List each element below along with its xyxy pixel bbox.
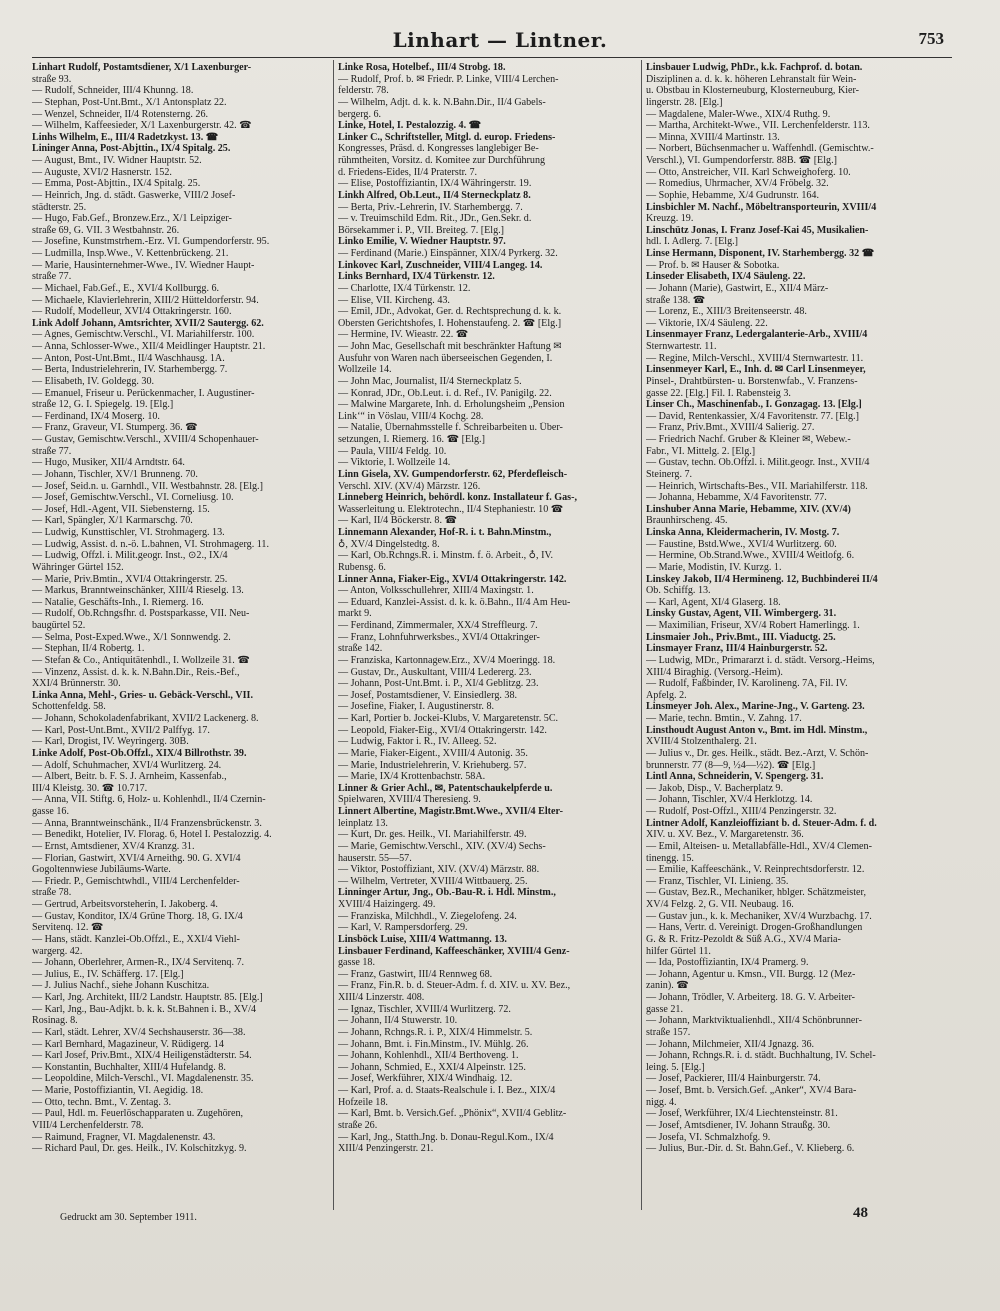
directory-entry: — Johann (Marie), Gastwirt, E., XII/4 März- — [646, 282, 829, 294]
directory-entry: — Josef, Seid.n. u. Garnhdl., VII. Westbahnstr. 28. [Elg.] — [32, 480, 263, 492]
directory-entry: leinplatz 13. — [338, 817, 388, 829]
directory-entry: — Karl, Portier b. Jockei-Klubs, V. Margaretenstr. 5C. — [338, 713, 559, 724]
directory-entry: — Julius v., Dr. ges. Heilk., städt. Bez.-Arzt, V. Schön- — [646, 747, 869, 759]
directory-entry: — Michaele, Klavierlehrerin, XIII/2 Hütteldorferstr. 94. — [32, 294, 259, 306]
directory-entry: — Johann, Schokoladenfabrikant, XVII/2 Lackenerg. 8. — [32, 713, 259, 724]
directory-entry: — Wilhelm, Adjt. d. k. k. N.Bahn.Dir., II/4 Gabels- — [338, 96, 546, 108]
directory-column-1 — [32, 62, 330, 1155]
directory-entry: — Karl, Spängler, X/1 Karmarschg. 70. — [32, 515, 193, 527]
directory-entry: — Franz, Graveur, VI. Stumperg. 36. ☎ — [32, 422, 198, 434]
directory-entry: — Josef, Postamtsdiener, V. Einsiedlerg. 38. — [338, 689, 518, 701]
directory-entry: — Jakob, Disp., V. Bacherplatz 9. — [646, 782, 783, 794]
directory-entry: — Hans, städt. Kanzlei-Ob.Offzl., E., XXI/4 Viehl- — [32, 933, 240, 945]
directory-entry: — Viktor, Postoffiziant, XIV. (XV/4) Märzstr. 88. — [338, 864, 540, 876]
directory-entry: Kongresses, Präsd. d. Kongresses langlebiger Be- — [338, 143, 539, 155]
directory-entry: — Michael, Fab.Gef., E., XVI/4 Kollburgg. 6. — [32, 282, 220, 294]
directory-entry: Lininger Anna, Post-Abjttin., IX/4 Spitalg. 25. — [32, 143, 231, 155]
directory-entry: — Otto, techn. Bmt., V. Zentag. 3. — [32, 1096, 171, 1108]
directory-entry: — Rudolf, Prof. b. ✉ Friedr. P. Linke, VIII/4 Lerchen- — [338, 73, 559, 85]
directory-entry: — Karl, Jng., Bau-Adjkt. b. k. k. St.Bahnen i. B., XV/4 — [32, 1003, 257, 1015]
directory-entry: — Julius, E., IV. Schäfferg. 17. [Elg.] — [32, 968, 184, 980]
directory-entry: — v. Treuimschild Edm. Rit., JDr., Gen.Sekr. d. — [338, 213, 532, 225]
directory-entry: Pinsel-, Drahtbürsten- u. Borstenwfab., V. Franzens- — [646, 375, 858, 387]
directory-entry: Ob. Schiffg. 13. — [646, 585, 711, 597]
directory-entry: Servitenq. 12. ☎ — [32, 922, 104, 934]
directory-entry: — Marie, Priv.Bmtin., XVI/4 Ottakringerstr. 25. — [32, 573, 228, 585]
directory-entry: — Auguste, XVI/2 Hasnerstr. 152. — [32, 166, 172, 178]
directory-entry: — Ludwig, Faktor i. R., IV. Alleeg. 52. — [338, 736, 497, 748]
directory-entry: hilfer Gürtel 11. — [646, 945, 711, 957]
directory-entry: — Elisabeth, IV. Goldegg. 30. — [32, 375, 155, 387]
directory-entry: — Marie, Hausinternehmer-Wwe., IV. Wiedner Haupt- — [32, 259, 255, 271]
directory-entry: Linnert Albertine, Magistr.Bmt.Wwe., XVII/4 Elter- — [338, 806, 563, 817]
directory-entry: Lintl Anna, Schneiderin, V. Spengerg. 31. — [646, 771, 824, 783]
directory-entry: Linsbauer Ferdinand, Kaffeeschänker, XVIII/4 Genz- — [338, 945, 570, 957]
directory-entry: — Ludmilla, Insp.Wwe., V. Kettenbrückeng. 21. — [32, 248, 229, 259]
directory-entry: gasse 16. — [32, 806, 70, 817]
directory-entry: — Norbert, Büchsenmacher u. Waffenhdl. (Gemischtw.- — [646, 143, 874, 155]
directory-entry: — Josef, Bmt. b. Versich.Gef. „Anker“, XV/4 Bara- — [646, 1085, 857, 1096]
directory-entry: — Hugo, Musiker, XII/4 Arndtstr. 64. — [32, 457, 185, 469]
directory-entry: — Karl, V. Rampersdorferg. 29. — [338, 922, 468, 934]
directory-entry: III/4 Kleistg. 30. ☎ 10.717. — [32, 782, 148, 794]
directory-entry: — Johann, Bmt. i. Fin.Minstm., IV. Mühlg. 26. — [338, 1038, 529, 1050]
directory-entry: XXI/4 Brünnerstr. 30. — [32, 678, 121, 690]
directory-entry: — Selma, Post-Exped.Wwe., X/1 Sonnwendg. 2. — [32, 631, 231, 643]
directory-entry: — Josef, Gemischtw.Verschl., VI. Corneliusg. 10. — [32, 492, 234, 504]
directory-entry: zanin). ☎ — [646, 980, 689, 992]
directory-entry: Linke Adolf, Post-Ob.Offzl., XIX/4 Billrothstr. 39. — [32, 747, 247, 759]
directory-entry: — August, Bmt., IV. Widner Hauptstr. 52. — [32, 155, 202, 166]
directory-entry: gasse 21. — [646, 1003, 684, 1015]
directory-entry: — Ludwig, Kunsttischler, VI. Strohmagerg. 13. — [32, 527, 225, 538]
directory-entry: Linsmayer Franz, III/4 Hainburgerstr. 52. — [646, 643, 828, 655]
directory-entry: — Ludwig, Offzl. i. Milit.geogr. Inst., ⊙2., IX/4 — [32, 550, 228, 562]
directory-entry: — Karl, Prof. a. d. Staats-Realschule i. I. Bez., XIX/4 — [338, 1085, 556, 1096]
directory-entry: — Gustav, Dr., Auskultant, VIII/4 Ledererg. 23. — [338, 666, 532, 678]
directory-entry: — Paul, Hdl. m. Feuerlöschapparaten u. Zugehören, — [32, 1108, 244, 1120]
directory-entry: — Agnes, Gemischtw.Verschl., VI. Mariahilferstr. 100. — [32, 329, 255, 341]
directory-entry: Linskey Jakob, II/4 Hermineng. 12, Buchbinderei II/4 — [646, 573, 878, 585]
directory-entry: — Karl, Jng., Statth.Jng. b. Donau-Regul.Kom., IX/4 — [338, 1131, 554, 1143]
directory-entry: — Josef, Amtsdiener, IV. Johann Straußg. 30. — [646, 1119, 831, 1131]
directory-entry: — Malwine Margarete, Inh. d. Erholungsheim „Pension — [338, 399, 565, 411]
directory-entry: städterstr. 25. — [32, 201, 87, 213]
directory-entry: Wasserleitung u. Elektrotechn., II/4 Stephaniestr. 10 ☎ — [338, 503, 564, 515]
directory-entry: Spielwaren, XVIII/4 Theresieng. 9. — [338, 794, 481, 806]
directory-entry: Obersten Gerichtshofes, I. Hohenstaufeng. 2. ☎ [Elg.] — [338, 317, 562, 329]
directory-entry: bergerg. 6. — [338, 108, 382, 120]
directory-entry: — Berta, Industrielehrerin, IV. Starhembergg. 7. — [32, 364, 228, 376]
directory-entry: — Friedr. P., Gemischtwhdl., VIII/4 Lerchenfelder- — [32, 875, 240, 887]
directory-entry: Apfelg. 2. — [646, 689, 687, 701]
directory-entry: gasse 18. — [338, 957, 376, 969]
page-number: 753 — [918, 29, 944, 48]
directory-entry: — John Mac, Gesellschaft mit beschränkter Haftung ✉ — [338, 341, 562, 352]
directory-entry: — Stefan & Co., Antiquitätenhdl., I. Wollzeile 31. ☎ — [32, 654, 250, 666]
directory-entry: — Viktorie, IX/4 Säuleng. 22. — [646, 317, 768, 329]
directory-entry: markt 9. — [338, 608, 372, 620]
directory-entry: — Karl, Post-Unt.Bmt., XVII/2 Palffyg. 17. — [32, 724, 210, 736]
directory-entry: — Anton, Post-Unt.Bmt., II/4 Waschhausg. 1A. — [32, 352, 225, 364]
directory-entry: Linsbichler M. Nachf., Möbeltransporteurin, XVIII/4 — [646, 201, 877, 213]
directory-entry: Linsmaier Joh., Priv.Bmt., III. Viaductg. 25. — [646, 631, 836, 643]
directory-entry: — Heinrich, Wirtschafts-Bes., VII. Mariahilferstr. 118. — [646, 480, 868, 492]
directory-entry: — Rudolf, Modelleur, XVI/4 Ottakringerstr. 160. — [32, 306, 232, 318]
directory-entry: Linnemann Alexander, Hof-R. i. t. Bahn.Minstm., — [338, 527, 552, 538]
directory-entry: G. & R. Fritz-Pezoldt & Süß A.G., XV/4 Maria- — [646, 933, 841, 945]
directory-entry: Ausfuhr von Waren nach überseeischen Gegenden, I. — [338, 352, 553, 364]
directory-entry: XIV. u. XV. Bez., V. Margaretenstr. 36. — [646, 829, 804, 841]
directory-entry: Disziplinen a. d. k. k. höheren Lehranstalt für Wein- — [646, 73, 857, 85]
directory-entry: — Ida, Postoffiziantin, IX/4 Pramerg. 9. — [646, 957, 809, 969]
directory-entry: — Emilie, Kaffeeschänk., V. Reinprechtsdorferstr. 12. — [646, 864, 865, 876]
directory-entry: — Anna, Branntweinschänk., II/4 Franzensbrückenstr. 3. — [32, 817, 262, 829]
directory-entry: — Marie, Gemischtw.Verschl., XIV. (XV/4) Sechs- — [338, 840, 546, 852]
directory-entry: d. Friedens-Eides, II/4 Praterstr. 7. — [338, 166, 478, 178]
directory-entry: — Albert, Beitr. b. F. S. J. Arnheim, Kassenfab., — [32, 771, 227, 783]
directory-entry: — Wenzel, Schneider, II/4 Rotensterng. 26. — [32, 108, 209, 120]
directory-entry: gasse 22. [Elg.] Fil. I. Rabensteig 3. — [646, 387, 791, 399]
directory-entry: u. Obstbau in Klosterneuburg, Klosterneuburg, Kier- — [646, 85, 860, 97]
directory-entry: — Charlotte, IX/4 Türkenstr. 12. — [338, 282, 471, 294]
directory-entry: — Anton, Volksschullehrer, XIII/4 Maxingstr. 1. — [338, 585, 534, 597]
directory-entry: — Elise, VII. Kircheng. 43. — [338, 294, 450, 306]
directory-entry: Lintner Adolf, Kanzleioffiziant b. d. Steuer-Adm. f. d. — [646, 817, 877, 829]
directory-entry: — Berta, Priv.-Lehrerin, IV. Starhembergg. 7. — [338, 201, 523, 213]
directory-entry: Linke Rosa, Hotelbef., III/4 Strobg. 18. — [338, 62, 506, 73]
directory-entry: Linsenmeyer Karl, E., Inh. d. ✉ Carl Linsenmeyer, — [646, 364, 866, 376]
directory-entry: lingerstr. 28. [Elg.] — [646, 96, 723, 108]
directory-entry: — Marie, Fiaker-Eigent., XVIII/4 Autonig. 35. — [338, 747, 528, 759]
directory-entry: — Johann, Trödler, V. Arbeiterg. 18. G. V. Arbeiter- — [646, 992, 856, 1003]
directory-entry: tinengg. 15. — [646, 852, 694, 864]
directory-entry: — Emil, JDr., Advokat, Ger. d. Rechtsprechung d. k. k. — [338, 306, 562, 318]
directory-entry: Linneberg Heinrich, behördl. konz. Installateur f. Gas-, — [338, 492, 577, 504]
directory-entry: XVIII/4 Haizingerg. 49. — [338, 899, 436, 910]
directory-entry: hauserstr. 55—57. — [338, 852, 412, 864]
directory-entry: — Kurt, Dr. ges. Heilk., VI. Mariahilferstr. 49. — [338, 829, 527, 841]
directory-entry: — Johann, Rchngs.R. i. d. städt. Buchhaltung, IV. Schel- — [646, 1050, 876, 1062]
directory-entry: — Franz, Gastwirt, III/4 Rennweg 68. — [338, 968, 493, 980]
directory-entry: — Hermine, IV. Wieastr. 22. ☎ — [338, 329, 469, 341]
directory-entry: — Natalie, Geschäfts-Inh., I. Riemerg. 16. — [32, 596, 204, 608]
directory-entry: — Konrad, JDr., Ob.Leut. i. d. Ref., IV. Panigilg. 22. — [338, 387, 552, 399]
directory-entry: — Ernst, Amtsdiener, XV/4 Kranzg. 31. — [32, 840, 195, 852]
directory-entry: — Gustav, Bez.R., Mechaniker, hblger. Schätzmeister, — [646, 887, 866, 899]
directory-entry: Börsekammer i. P., VII. Breiteg. 7. [Elg.] — [338, 224, 505, 236]
directory-entry: straße 78. — [32, 887, 72, 899]
directory-entry: — Markus, Branntweinschänker, XIII/4 Rieselg. 13. — [32, 585, 244, 597]
directory-entry: — Emanuel, Friseur u. Perückenmacher, I. Augustiner- — [32, 387, 255, 399]
directory-entry: — Karl, Drogist, IV. Weyringerg. 30B. — [32, 736, 189, 748]
directory-entry: Linsbauer Ludwig, PhDr., k.k. Fachprof. d. botan. — [646, 62, 863, 73]
directory-entry: — Lorenz, E., XIII/3 Breitenseerstr. 48. — [646, 306, 807, 318]
directory-entry: — Stephan, II/4 Robertg. 1. — [32, 643, 145, 655]
directory-entry: — Julius, Bur.-Dir. d. St. Bahn.Gef., V. Klieberg. 6. — [646, 1143, 855, 1155]
directory-entry: — J. Julius Nachf., siehe Johann Kuschitza. — [32, 980, 210, 992]
directory-entry: leing. 5. [Elg.] — [646, 1061, 705, 1073]
directory-entry: — Ignaz, Tischler, XVIII/4 Wurlitzerg. 72. — [338, 1003, 511, 1015]
directory-entry: ♁, XV/4 Dingelstedtg. 8. — [338, 538, 440, 550]
directory-entry: Linkh Alfred, Ob.Leut., II/4 Sterneckplatz 8. — [338, 189, 531, 201]
directory-entry: — Konstantin, Buchhalter, XIII/4 Hufelandg. 8. — [32, 1061, 226, 1073]
directory-entry: — Rudolf, Schneider, III/4 Khunng. 18. — [32, 85, 194, 97]
directory-entry: Linhs Wilhelm, E., III/4 Radetzkyst. 13. ☎ — [32, 131, 219, 143]
directory-entry: Linsenmayer Franz, Ledergalanterie-Arb., XVIII/4 — [646, 329, 868, 341]
directory-entry: XV/4 Felzg. 2, G. VII. Neubaug. 16. — [646, 899, 794, 910]
directory-entry: — Karl, II/4 Böckerstr. 8. ☎ — [338, 515, 458, 527]
directory-entry: — Emil, Alteisen- u. Metallabfälle-Hdl., XV/4 Clemen- — [646, 840, 872, 852]
directory-entry: hdl. I. Adlerg. 7. [Elg.] — [646, 236, 739, 248]
directory-entry: — Ludwig, MDr., Primararzt i. d. städt. Versorg.-Heims, — [646, 654, 875, 666]
directory-entry: straße 26. — [338, 1119, 378, 1131]
directory-column-2 — [338, 62, 636, 1155]
directory-entry: — Josef, Werkführer, IX/4 Liechtensteinstr. 81. — [646, 1108, 838, 1120]
directory-entry: Linko Emilie, V. Wiedner Hauptstr. 97. — [338, 236, 506, 248]
directory-entry: — Marie, Industrielehrerin, V. Kriehuberg. 57. — [338, 759, 527, 771]
directory-entry: — Vinzenz, Assist. d. k. k. N.Bahn.Dir., Reis.-Bef., — [32, 666, 240, 678]
directory-entry: — Johann, Tischler, XV/1 Brunneng. 70. — [32, 468, 198, 480]
directory-entry: — Faustine, Bstd.Wwe., XVI/4 Wurlitzerg. 60. — [646, 538, 837, 550]
directory-entry: Linschütz Jonas, I. Franz Josef-Kai 45, Musikalien- — [646, 224, 869, 236]
directory-entry: Sternwartestr. 11. — [646, 341, 717, 352]
directory-entry: — Johann, Milchmeier, XII/4 Jgnazg. 36. — [646, 1038, 815, 1050]
directory-entry: — Johann, Schmied, E., XXI/4 Alpeinstr. 125. — [338, 1061, 526, 1073]
directory-entry: — Karl, städt. Lehrer, XV/4 Sechshauserstr. 36—38. — [32, 1026, 246, 1038]
directory-entry: Verschl. XIV. (XV/4) Märzstr. 126. — [338, 480, 481, 492]
directory-entry: — Josefine, Kunstmstrhem.-Erz. VI. Gumpendorferstr. 95. — [32, 236, 270, 248]
directory-entry: Gogoltennwiese Jubiläums-Warte. — [32, 864, 171, 876]
directory-entry: — Johanna, Hebamme, X/4 Favoritenstr. 77. — [646, 492, 827, 504]
directory-entry: — Regine, Milch-Verschl., XVIII/4 Sternwartestr. 11. — [646, 352, 864, 364]
directory-entry: — Anna, VII. Stiftg. 6, Holz- u. Kohlenhdl., II/4 Czernin- — [32, 794, 266, 806]
page-header — [0, 26, 1000, 56]
directory-entry: — David, Rentenkassier, X/4 Favoritenstr. 77. [Elg.] — [646, 410, 859, 422]
directory-entry: Linke, Hotel, I. Pestalozzig. 4. ☎ — [338, 120, 482, 132]
directory-entry: — Adolf, Schuhmacher, XVI/4 Wurlitzerg. 24. — [32, 759, 222, 771]
directory-entry: — Josefine, Fiaker, I. Augustinerstr. 8. — [338, 701, 495, 713]
directory-entry: Linhart Rudolf, Postamtsdiener, X/1 Laxenburger- — [32, 62, 252, 73]
directory-entry: Links Bernhard, IX/4 Türkenstr. 12. — [338, 271, 495, 283]
directory-entry: — Romedius, Uhrmacher, XV/4 Fröbelg. 32. — [646, 178, 829, 190]
directory-entry: — Florian, Gastwirt, XVI/4 Arneithg. 90. G. XVI/4 — [32, 852, 241, 864]
directory-entry: baugürtel 52. — [32, 620, 86, 631]
directory-entry: Linseder Elisabeth, IX/4 Säuleng. 22. — [646, 271, 806, 283]
column-divider — [333, 60, 334, 1210]
directory-entry: Kreuzg. 19. — [646, 213, 694, 225]
directory-entry: Linsmeyer Joh. Alex., Marine-Jng., V. Garteng. 23. — [646, 701, 865, 713]
directory-entry: — Rudolf, Faßbinder, IV. Karolineng. 7A, Fil. IV. — [646, 678, 848, 690]
directory-entry: Rubensg. 6. — [338, 561, 386, 573]
directory-entry: Linkovec Karl, Zuschneider, VIII/4 Langeg. 14. — [338, 259, 543, 271]
directory-entry: — Franz, Fin.R. b. d. Steuer-Adm. f. d. XIV. u. XV. Bez., — [338, 980, 571, 992]
directory-entry: nigg. 4. — [646, 1096, 677, 1108]
directory-entry: — Ferdinand, IX/4 Moserg. 10. — [32, 410, 160, 422]
directory-entry: — Wilhelm, Vertreter, XVIII/4 Wittbauerg. 25. — [338, 875, 528, 887]
directory-entry: — Raimund, Fragner, VI. Magdalenenstr. 43. — [32, 1131, 216, 1143]
directory-entry: — Eduard, Kanzlei-Assist. d. k. k. ö.Bahn., II/4 Am Heu- — [338, 596, 571, 608]
directory-entry: Wollzeile 14. — [338, 364, 392, 376]
directory-entry: XIII/4 Linzerstr. 408. — [338, 992, 425, 1003]
directory-entry: Verschl.), VI. Gumpendorferstr. 88B. ☎ [Elg.] — [646, 155, 837, 166]
directory-entry: XVIII/4 Stolzenthalerg. 21. — [646, 736, 757, 748]
directory-entry: XIII/4 Biraghig. (Versorg.-Heim). — [646, 666, 783, 678]
directory-entry: — Marie, techn. Bmtin., V. Zahng. 17. — [646, 713, 802, 724]
directory-entry: — Elise, Postoffiziantin, IX/4 Währingerstr. 19. — [338, 178, 532, 190]
directory-entry: straße 142. — [338, 643, 383, 655]
directory-entry: — Johann, Marktviktualienhdl., XII/4 Schönbrunner- — [646, 1015, 862, 1027]
directory-entry: — Benedikt, Hotelier, IV. Florag. 6, Hotel I. Pestalozzig. 4. — [32, 829, 272, 841]
directory-entry: — Prof. b. ✉ Hauser & Sobotka. — [646, 259, 780, 271]
directory-entry: Linsböck Luise, XIII/4 Wattmanng. 13. — [338, 933, 507, 945]
directory-entry: — Josef, Hdl.-Agent, VII. Siebensterng. 15. — [32, 503, 210, 515]
directory-entry: — Gustav, Gemischtw.Verschl., XVIII/4 Schopenhauer- — [32, 434, 259, 445]
page-title: Linhart — Lintner. — [392, 28, 608, 52]
directory-entry: — John Mac, Journalist, II/4 Sterneckplatz 5. — [338, 375, 522, 387]
directory-entry: — Emma, Post-Abjttin., IX/4 Spitalg. 25. — [32, 178, 201, 190]
directory-entry: straße 77. — [32, 445, 72, 457]
directory-entry: — Johann, Post-Unt.Bmt. i. P., XI/4 Geblitzg. 23. — [338, 678, 539, 690]
directory-entry: — Rudolf, Post-Offzl., XIII/4 Penzingerstr. 32. — [646, 806, 837, 817]
directory-entry: — Johann, Oberlehrer, Armen-R., IX/4 Servitenq. 7. — [32, 957, 245, 969]
directory-entry: — Martha, Architekt-Wwe., VII. Lerchenfelderstr. 113. — [646, 120, 870, 132]
directory-entry: felderstr. 78. — [338, 85, 389, 97]
directory-entry: Linse Hermann, Disponent, IV. Starhembergg. 32 ☎ — [646, 248, 875, 259]
directory-entry: — Karl Bernhard, Magazineur, V. Rüdigerg. 14 — [32, 1038, 224, 1050]
directory-entry: — Karl Josef, Priv.Bmt., XIX/4 Heiligenstädterstr. 54. — [32, 1050, 252, 1062]
directory-entry: — Otto, Anstreicher, VII. Karl Schweighoferg. 10. — [646, 166, 851, 178]
directory-entry: — Hans, Vertr. d. Vereinigt. Drogen-Großhandlungen — [646, 922, 863, 934]
directory-column-3 — [646, 62, 950, 1155]
directory-entry: rühmtheiten, Vorsitz. d. Komitee zur Durchführung — [338, 155, 546, 166]
directory-entry: — Minna, XVIII/4 Martinstr. 13. — [646, 131, 780, 143]
directory-entry: — Franziska, Milchhdl., V. Ziegelofeng. 24. — [338, 910, 517, 922]
directory-entry: — Heinrich, Jng. d. städt. Gaswerke, VIII/2 Josef- — [32, 189, 236, 201]
directory-entry: Linner Anna, Fiaker-Eig., XVI/4 Ottakringerstr. 142. — [338, 573, 567, 585]
directory-entry: Linner & Grier Achl., ✉, Patentschaukelpferde u. — [338, 782, 553, 794]
directory-entry: — Josef, Packierer, III/4 Hainburgerstr. 74. — [646, 1073, 821, 1085]
directory-entry: straße 93. — [32, 73, 72, 85]
directory-entry: — Franz, Priv.Bmt., XVIII/4 Salierig. 27. — [646, 422, 815, 434]
directory-entry: XIII/4 Penzingerstr. 21. — [338, 1143, 434, 1155]
directory-entry: Fabr., VI. Mittelg. 2. [Elg.] — [646, 445, 756, 457]
directory-entry: Linn Gisela, XV. Gumpendorferstr. 62, Pferdefleisch- — [338, 468, 568, 480]
directory-entry: Braunhirscheng. 45. — [646, 515, 728, 527]
directory-entry: — Sophie, Hebamme, X/4 Gudrunstr. 164. — [646, 189, 819, 201]
directory-entry: — Gertrud, Arbeitsvorsteherin, I. Jakoberg. 4. — [32, 899, 218, 910]
directory-entry: — Josef, Werkführer, XIX/4 Windhaig. 12. — [338, 1073, 513, 1085]
directory-entry: — Leopold, Fiaker-Eig., XVI/4 Ottakringerstr. 142. — [338, 724, 547, 736]
directory-entry: Linker C., Schriftsteller, Mitgl. d. europ. Friedens- — [338, 131, 556, 143]
directory-entry: straße 77. — [32, 271, 72, 283]
directory-entry: straße 69, G. VII. 3 Westbahnstr. 26. — [32, 224, 180, 236]
directory-entry: — Stephan, Post-Unt.Bmt., X/1 Antonsplatz 22. — [32, 96, 227, 108]
directory-entry: Währinger Gürtel 152. — [32, 561, 124, 573]
directory-entry: — Gustav, techn. Ob.Offzl. i. Milit.geogr. Inst., XVII/4 — [646, 457, 870, 469]
directory-entry: — Paula, VIII/4 Feldg. 10. — [338, 445, 447, 457]
directory-entry: Schottenfeldg. 58. — [32, 701, 106, 713]
directory-entry: — Hermine, Ob.Strand.Wwe., XVIII/4 Weitlofg. 6. — [646, 550, 855, 562]
directory-entry: Linsthoudt August Anton v., Bmt. im Hdl. Minstm., — [646, 724, 868, 736]
directory-entry: Linninger Artur, Jng., Ob.-Bau-R. i. Hdl. Minstm., — [338, 887, 556, 899]
header-rule — [32, 57, 952, 58]
directory-entry: — Leopoldine, Milch-Verschl., VI. Magdalenenstr. 35. — [32, 1073, 254, 1085]
directory-entry: — Friedrich Nachf. Gruber & Kleiner ✉, Webew.- — [646, 434, 851, 445]
directory-entry: Rosinag. 8. — [32, 1015, 78, 1027]
directory-entry: — Gustav, Konditor, IX/4 Grüne Thorg. 18, G. IX/4 — [32, 910, 243, 922]
directory-entry: — Marie, IX/4 Krottenbachstr. 58A. — [338, 771, 486, 783]
directory-entry: — Natalie, Übernahmsstelle f. Schreibarbeiten u. Über- — [338, 422, 563, 434]
print-date: Gedruckt am 30. September 1911. — [60, 1212, 197, 1223]
directory-entry: — Karl, Jng. Architekt, III/2 Landstr. Hauptstr. 85. [Elg.] — [32, 992, 263, 1003]
directory-entry: Linser Ch., Maschinenfab., I. Gonzagag. 13. [Elg.] — [646, 399, 862, 411]
directory-entry: — Ferdinand (Marie.) Einspänner, XIX/4 Pyrkerg. 32. — [338, 248, 558, 259]
directory-entry: — Josefa, VI. Schmalzhofg. 9. — [646, 1131, 771, 1143]
directory-entry: brunnerstr. 77 (8—9, ½4—½2). ☎ [Elg.] — [646, 759, 816, 771]
directory-entry: — Marie, Modistin, IV. Kurzg. 1. — [646, 561, 782, 573]
directory-entry: — Rudolf, Ob.Rchngsfhr. d. Postsparkasse, VII. Neu- — [32, 608, 250, 620]
directory-entry: straße 12, G. I. Spiegelg. 19. [Elg.] — [32, 399, 174, 411]
directory-entry: Hofzeile 18. — [338, 1096, 388, 1108]
directory-entry: — Viktorie, I. Wollzeile 14. — [338, 457, 451, 469]
directory-entry: — Marie, Postoffiziantin, VI. Aegidig. 18. — [32, 1085, 204, 1096]
directory-entry: Linska Anna, Kleidermacherin, IV. Mostg. 7. — [646, 527, 840, 538]
directory-entry: Linka Anna, Mehl-, Gries- u. Gebäck-Verschl., VII. — [32, 689, 253, 701]
directory-entry: — Magdalene, Maler-Wwe., XIX/4 Ruthg. 9. — [646, 108, 831, 120]
directory-entry: setzungen, I. Riemerg. 16. ☎ [Elg.] — [338, 434, 485, 445]
directory-entry: — Franziska, Kartonnagew.Erz., XV/4 Moeringg. 18. — [338, 654, 556, 666]
directory-entry: — Anna, Schlosser-Wwe., XII/4 Meidlinger Hauptstr. 21. — [32, 341, 266, 352]
directory-entry: wargerg. 42. — [32, 945, 83, 957]
directory-entry: — Karl, Agent, XI/4 Glaserg. 18. — [646, 596, 781, 608]
directory-entry: — Richard Paul, Dr. ges. Heilk., IV. Kolschitzkyg. 9. — [32, 1143, 247, 1155]
directory-entry: — Johann, II/4 Stuwerstr. 10. — [338, 1015, 458, 1027]
directory-entry: — Wilhelm, Kaffeesieder, X/1 Laxenburgerstr. 42. ☎ — [32, 120, 252, 132]
directory-entry: — Johann, Agentur u. Kmsn., VII. Burgg. 12 (Mez- — [646, 968, 856, 980]
directory-entry: Steinerg. 7. — [646, 468, 693, 480]
directory-entry: — Karl, Ob.Rchngs.R. i. Minstm. f. ö. Arbeit., ♁, IV. — [338, 550, 553, 562]
directory-entry: — Franz, Lohnfuhrwerksbes., XVI/4 Ottakringer- — [338, 631, 540, 643]
directory-entry: Linshuber Anna Marie, Hebamme, XIV. (XV/4) — [646, 503, 851, 515]
directory-entry: — Hugo, Fab.Gef., Bronzew.Erz., X/1 Leipziger- — [32, 213, 232, 225]
directory-entry: — Franz, Tischler, VI. Linieng. 35. — [646, 875, 789, 887]
directory-entry: — Ferdinand, Zimmermaler, XX/4 Streffleurg. 7. — [338, 620, 538, 631]
directory-entry: Linsky Gustav, Agent, VII. Wimbergerg. 31. — [646, 608, 837, 620]
directory-entry: — Johann, Tischler, XV/4 Herklotzg. 14. — [646, 794, 813, 806]
signature-mark: 48 — [853, 1205, 868, 1221]
directory-entry: — Ludwig, Assist. d. n.-ö. L.bahnen, VI. Strohmagerg. 11. — [32, 538, 270, 550]
directory-entry: — Maximilian, Friseur, XV/4 Robert Hamerlingg. 1. — [646, 620, 860, 631]
directory-entry: — Karl, Bmt. b. Versich.Gef. „Phönix“, XVII/4 Geblitz- — [338, 1108, 567, 1120]
column-divider — [641, 60, 642, 1210]
directory-entry: straße 138. ☎ — [646, 294, 706, 306]
directory-entry: Link Adolf Johann, Amtsrichter, XVII/2 Sautergg. 62. — [32, 317, 264, 329]
directory-entry: — Johann, Rchngs.R. i. P., XIX/4 Himmelstr. 5. — [338, 1026, 533, 1038]
directory-entry: Linkʻ“ in Vöslau, VIII/4 Kochg. 28. — [338, 410, 484, 422]
directory-entry: — Gustav jun., k. k. Mechaniker, XV/4 Wurzbachg. 17. — [646, 910, 872, 922]
directory-entry: straße 157. — [646, 1026, 691, 1038]
directory-entry: — Johann, Kohlenhdl., XII/4 Berthoveng. 1. — [338, 1050, 519, 1062]
directory-entry: VIII/4 Lerchenfelderstr. 78. — [32, 1119, 144, 1131]
